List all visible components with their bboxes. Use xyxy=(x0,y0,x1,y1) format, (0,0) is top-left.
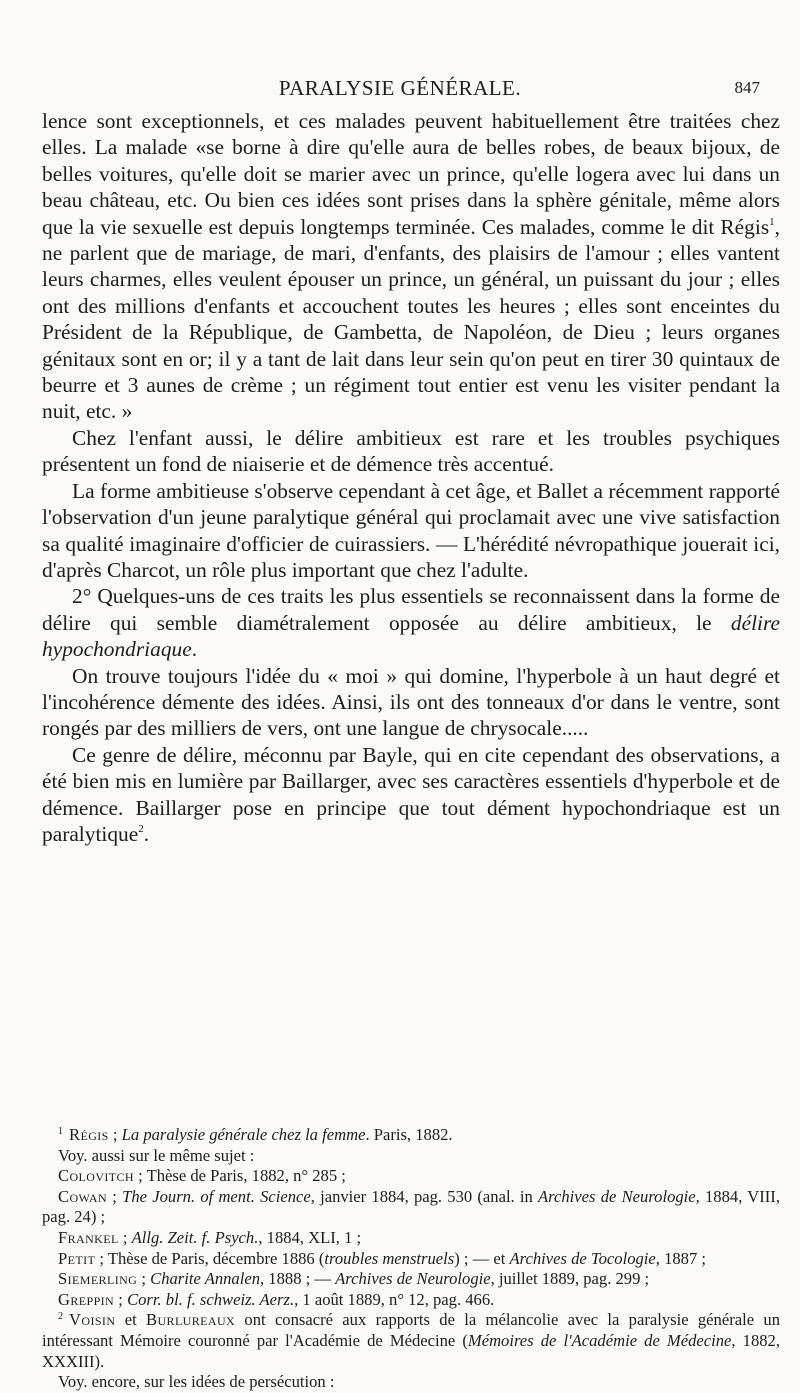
page-number: 847 xyxy=(734,78,760,97)
work-title: Charite Annalen xyxy=(150,1269,260,1289)
footnote-text: . Paris, 1882. xyxy=(365,1125,453,1144)
author: Cowan xyxy=(58,1186,108,1206)
work-title: Mémoires de l'Académie de Médecine xyxy=(467,1330,732,1350)
author: Burlureaux xyxy=(146,1310,236,1330)
footnotes xyxy=(42,1125,780,1393)
footnote-text: ; xyxy=(107,1186,123,1206)
footnote-line xyxy=(42,1166,780,1187)
work-title: Archives de Neurologie xyxy=(335,1269,491,1289)
author: Siemerling xyxy=(58,1269,138,1289)
footnote-text: et xyxy=(115,1310,147,1330)
footnote-line xyxy=(42,1290,780,1311)
author: Petit xyxy=(58,1248,96,1268)
footnote-line xyxy=(42,1228,780,1249)
footnote-text: , 1887 ; xyxy=(655,1248,707,1268)
footnote-text: , juillet 1889, pag. 299 ; xyxy=(490,1269,650,1289)
paragraph: Chez l'enfant aussi, le délire ambitieux est rare et les troubles psychiques présentent un fond de niaiserie et de démence très accentué. xyxy=(42,425,780,477)
footnote-line xyxy=(42,1269,780,1290)
main-text xyxy=(42,108,780,847)
page-header xyxy=(0,76,800,102)
footnote-text: ; xyxy=(114,1289,128,1309)
footnote-line: Voy. encore, sur les idées de persécution : xyxy=(58,1372,335,1392)
footnote-text: , 1 août 1889, n° 12, pag. 466. xyxy=(294,1289,495,1309)
footnote-text: ; xyxy=(118,1227,132,1247)
work-title: Corr. bl. f. schweiz. Aerz. xyxy=(127,1289,295,1309)
paragraph: On trouve toujours l'idée du « moi » qui domine, l'hyperbole à un haut degré et l'incohérence démente des idées. Ainsi, ils ont des tonneaux d'or dans le ventre, sont rongés par des milliers de vers, ont une langue de chrysocale..... xyxy=(42,663,780,741)
paragraph-text: lence sont exceptionnels, et ces malades peuvent habituellement être traitées chez elles. La malade «se borne à dire qu'elle aura de belles robes, de beaux bijoux, de belles voitures, qu'elle doit se marier avec un prince, qu'elle logera avec lui dans un beau château, etc. Ou bien ces idées sont prises dans la sphère génitale, même alors que la vie sexuelle est depuis longtemps terminée. Ces malades, comme le dit Régis xyxy=(42,109,780,239)
paragraph-text: 2° Quelques-uns de ces traits les plus essentiels se reconnaissent dans la forme de délire qui semble diamétralement opposée au délire ambitieux, le xyxy=(42,584,780,635)
footnote-text: , janvier 1884, pag. 530 (anal. in xyxy=(310,1186,539,1206)
footnote-text: , 1882, XXXIII). xyxy=(42,1330,780,1371)
paragraph-text: . xyxy=(191,637,198,662)
footnote-ref: 1 xyxy=(769,215,775,228)
paragraph-text: Ce genre de délire, méconnu par Bayle, qui en cite cependant des observations, a été bien mis en lumière par Baillarger, avec ses caractères essentiels d'hyperbole et de démence. Baillarger pose en principe que tout dément hypochondriaque est un paralytique xyxy=(42,742,780,846)
footnote-text: ) ; — et xyxy=(454,1248,510,1268)
footnote xyxy=(42,1310,780,1372)
work-title: troubles menstruels xyxy=(324,1248,455,1268)
paragraph xyxy=(42,583,780,662)
paragraph xyxy=(42,742,780,848)
footnote xyxy=(42,1125,780,1146)
paragraph-text: , ne parlent que de mariage, de mari, d'enfants, des plaisirs de l'amour ; elles vantent leurs charmes, elles veulent épouser un prince, un général, un puissant du jour ; elles ont des millions d'enfants et accouchent toutes les heures ; elles sont enceintes du Président de la République, de Gambetta, de Napoléon, de Dieu ; leurs organes génitaux sont en or; il y a tant de lait dans leur sein qu'on peut en tirer 30 quintaux de beurre et 3 aunes de crème ; un régiment tout entier est venu les visiter pendant la nuit, etc. » xyxy=(42,214,780,424)
footnote-text: ; xyxy=(108,1125,122,1144)
work-title: The Journ. of ment. Science xyxy=(122,1186,311,1206)
author: Colovitch xyxy=(58,1166,134,1186)
footnote-text: , 1884, XLI, 1 ; xyxy=(258,1227,362,1247)
work-title: Archives de Neurologie xyxy=(538,1186,696,1206)
footnote-ref: 2 xyxy=(138,822,144,835)
paragraph xyxy=(42,108,780,425)
footnote-mark: 2 xyxy=(58,1311,63,1323)
footnote-mark: 1 xyxy=(58,1126,63,1137)
author: Voisin xyxy=(69,1310,116,1330)
running-title: PARALYSIE GÉNÉRALE. xyxy=(278,76,522,100)
footnote-line xyxy=(42,1187,780,1228)
footnote-text: ; Thèse de Paris, 1882, n° 285 ; xyxy=(134,1166,346,1186)
work-title: La paralysie générale chez la femme xyxy=(121,1125,366,1144)
paragraph-text: . xyxy=(143,821,150,846)
footnote-line: Voy. aussi sur le même sujet : xyxy=(58,1145,255,1165)
author: Greppin xyxy=(58,1289,115,1309)
author: Frankel xyxy=(58,1227,119,1247)
author: Régis xyxy=(69,1125,109,1144)
footnote-line xyxy=(42,1249,780,1270)
work-title: Archives de Tocologie xyxy=(509,1248,656,1268)
footnote-text: ont consacré aux rapports de la mélancolie avec la paralysie générale un intéressant Mémoire couronné par l'Académie de Médecine ( xyxy=(42,1310,780,1350)
work-title: Allg. Zeit. f. Psych. xyxy=(131,1227,259,1247)
footnote-text: , 1884, VIII, pag. 24) ; xyxy=(42,1186,780,1227)
footnote-text: ; xyxy=(137,1269,151,1289)
emphasis-term: délire hypochondriaque xyxy=(42,610,780,662)
paragraph: La forme ambitieuse s'observe cependant à cet âge, et Ballet a récemment rapporté l'observation d'un jeune paralytique général qui proclamait avec une vive satisfaction sa qualité imaginaire d'officier de cuirassiers. — L'hérédité névropathique jouerait ici, d'après Charcot, un rôle plus important que chez l'adulte. xyxy=(42,478,780,582)
footnote-text: , 1888 ; — xyxy=(260,1269,336,1289)
footnote-text: ; Thèse de Paris, décembre 1886 ( xyxy=(95,1248,325,1268)
